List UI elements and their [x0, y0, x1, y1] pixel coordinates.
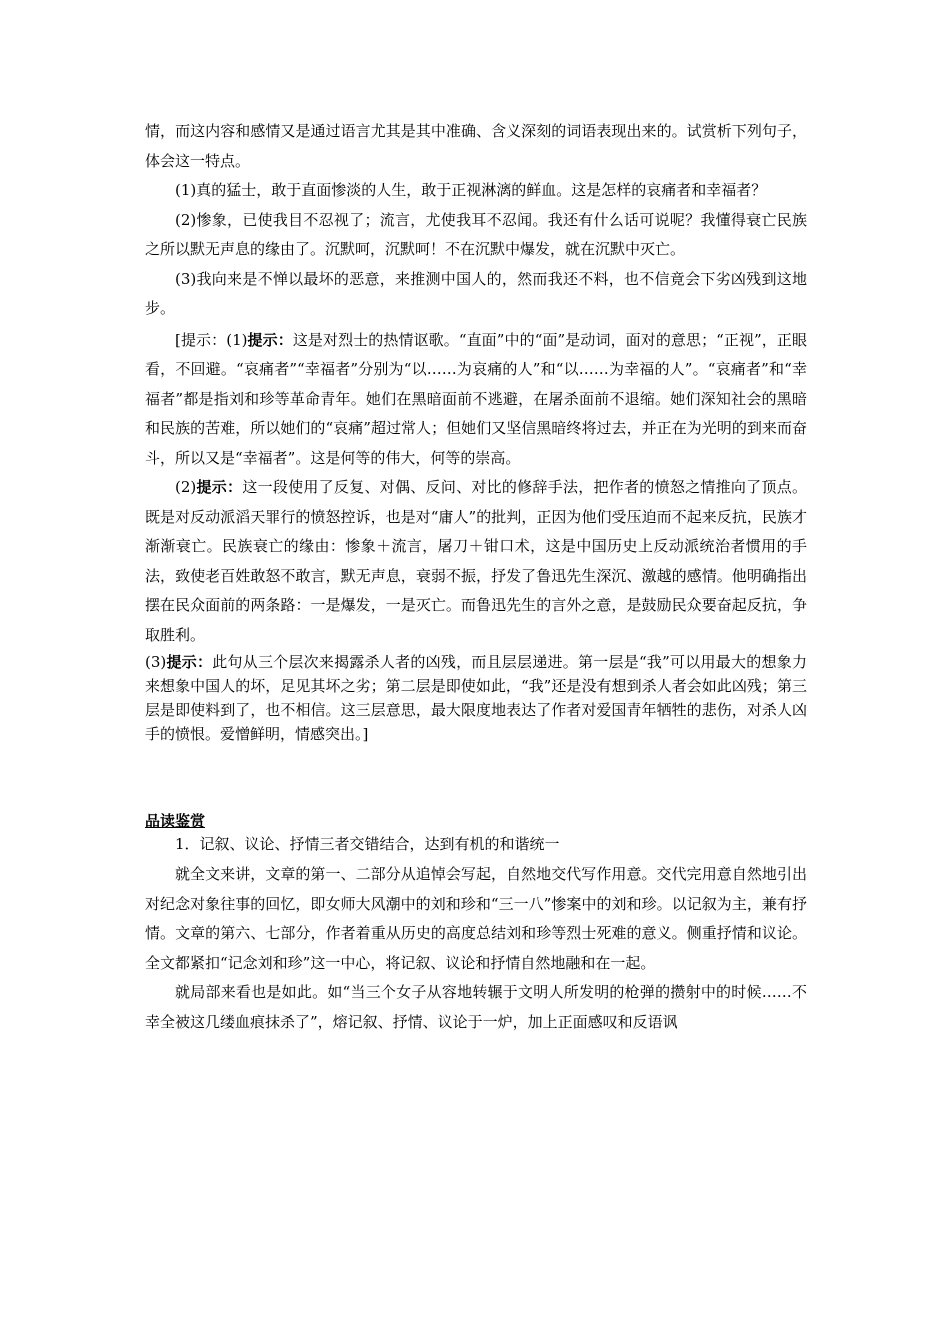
intro-paragraph: 情，而这内容和感情又是通过语言尤其是其中准确、含义深刻的词语表现出来的。试赏析下列句子，体会这一特点。: [145, 122, 807, 170]
hint-2: [145, 473, 807, 650]
section-heading: 品读鉴赏: [145, 812, 206, 830]
appreciation-paragraph-2: 就局部来看也是如此。如“当三个女子从容地转辗于文明人所发明的枪弹的攒射中的时候……不幸全被这几缕血痕抹杀了”，熔记叙、抒情、议论于一炉，加上正面感叹和反语讽: [145, 983, 807, 1031]
hint-3-label: 提示：: [166, 653, 213, 671]
hint-2-label: 提示：: [196, 478, 243, 496]
sentence-3: (3)我向来是不惮以最坏的恶意，来推测中国人的，然而我还不料，也不信竟会下劣凶残到这地步。: [145, 269, 807, 317]
hint-3-text: 此句从三个层次来揭露杀人者的凶残，而且层层递进。第一层是“我”可以用最大的想象力来想象中国人的坏，足见其坏之劣；第二层是即使如此，“我”还是没有想到杀人者会如此凶残；第三层是即使料到了，也不相信。这三层意思，最大限度地表达了作者对爱国青年牺牲的悲伤，对杀人凶手的愤恨。爱憎鲜明，情感突出。]: [145, 653, 807, 743]
hint-1: [145, 326, 807, 474]
hint-1-prefix: [提示：(1): [175, 330, 248, 349]
hint-2-prefix: (2): [175, 478, 197, 496]
hint-2-text: 这一段使用了反复、对偶、反问、对比的修辞手法，把作者的愤怒之情推向了顶点。既是对反动派滔天罪行的愤怒控诉，也是对“庸人”的批判，正因为他们受压迫而不起来反抗，民族才渐渐衰亡。民族衰亡的缘由：惨象＋流言，屠刀＋钳口术，这是中国历史上反动派统治者惯用的手法，致使老百姓敢怒不敢言，默无声息，衰弱不振，抒发了鲁迅先生深沉、激越的感情。他明确指出摆在民众面前的两条路：一是爆发，一是灭亡。而鲁迅先生的言外之意，是鼓励民众要奋起反抗，争取胜利。: [145, 478, 807, 644]
hint-1-label: 提示：: [247, 330, 293, 349]
hint-3: [145, 650, 807, 746]
appreciation-paragraph-1: 就全文来讲，文章的第一、二部分从追悼会写起，自然地交代写作用意。交代完用意自然地引出对纪念对象往事的回忆，即女师大风潮中的刘和珍和“三一八”惨案中的刘和珍。以记叙为主，兼有抒情。文章的第六、七部分，作者着重从历史的高度总结刘和珍等烈士死难的意义。侧重抒情和议论。全文都紧扣“记念刘和珍”这一中心，将记叙、议论和抒情自然地融和在一起。: [145, 865, 807, 972]
sentence-2: (2)惨象，已使我目不忍视了；流言，尤使我耳不忍闻。我还有什么话可说呢？我懂得衰亡民族之所以默无声息的缘由了。沉默呵，沉默呵！不在沉默中爆发，就在沉默中灭亡。: [145, 210, 807, 258]
section-subheading: 1．记叙、议论、抒情三者交错结合，达到有机的和谐统一: [175, 835, 560, 853]
sentence-1: (1)真的猛士，敢于直面惨淡的人生，敢于正视淋漓的鲜血。这是怎样的哀痛者和幸福者？: [175, 181, 767, 199]
hint-3-prefix: (3): [145, 653, 167, 671]
hint-1-text: 这是对烈士的热情讴歌。“直面”中的“面”是动词，面对的意思；“正视”，正眼看，不回避。“哀痛者”“幸福者”分别为“以……为哀痛的人”和“以……为幸福的人”。“哀痛者”和“幸福者”都是指刘和珍等革命青年。她们在黑暗面前不逃避，在屠杀面前不退缩。她们深知社会的黑暗和民族的苦难，所以她们的“哀痛”超过常人；但她们又坚信黑暗终将过去，并正在为光明的到来而奋斗，所以又是“幸福者”。这是何等的伟大，何等的崇高。: [145, 330, 807, 467]
document-page: [145, 117, 807, 1037]
